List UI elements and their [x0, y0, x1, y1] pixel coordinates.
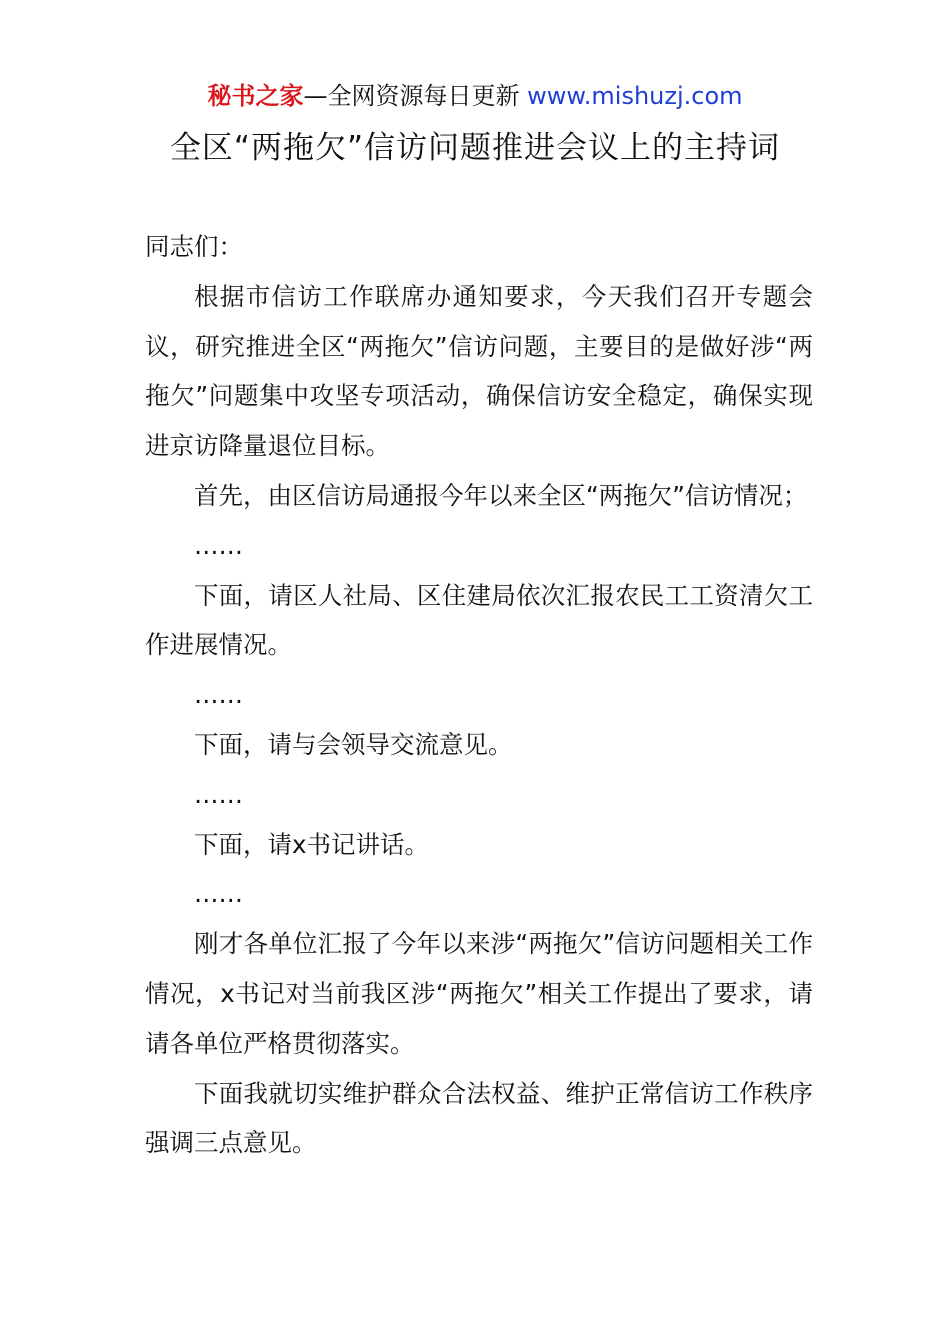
salutation: 同志们： — [145, 232, 243, 261]
document-body — [145, 222, 813, 1168]
brand-name: 秘书之家 — [207, 82, 304, 110]
paragraph-agenda-1: 首先，由区信访局通报今年以来全区“两拖欠”信访情况； — [194, 480, 808, 510]
site-tagline: —全网资源每日更新 — [303, 82, 520, 110]
ellipsis-2: …… — [194, 680, 243, 710]
ellipsis-3: …… — [194, 779, 243, 809]
paragraph-agenda-2: 下面，请区人社局、区住建局依次汇报农民工工资清欠工作进展情况。 — [145, 580, 813, 660]
ellipsis-1: …… — [194, 530, 243, 560]
paragraph-summary: 刚才各单位汇报了今年以来涉“两拖欠”信访问题相关工作情况，x书记对当前我区涉“两拖欠”相关工作提出了要求，请请各单位严格贯彻落实。 — [145, 929, 813, 1058]
paragraph-agenda-4: 下面，请x书记讲话。 — [194, 829, 429, 859]
site-url-link[interactable]: www.mishuzj.com — [527, 82, 743, 110]
paragraph-closing: 下面我就切实维护群众合法权益、维护正常信访工作秩序强调三点意见。 — [145, 1078, 813, 1158]
paragraph-agenda-3: 下面，请与会领导交流意见。 — [194, 729, 513, 759]
site-header — [0, 78, 950, 114]
ellipsis-4: …… — [194, 879, 243, 909]
paragraph-intro: 根据市信访工作联席办通知要求，今天我们召开专题会议，研究推进全区“两拖欠”信访问题，主要目的是做好涉“两拖欠”问题集中攻坚专项活动，确保信访安全稳定，确保实现进京访降量退位目标。 — [145, 281, 813, 461]
document-title: 全区“两拖欠”信访问题推进会议上的主持词 — [169, 130, 781, 166]
